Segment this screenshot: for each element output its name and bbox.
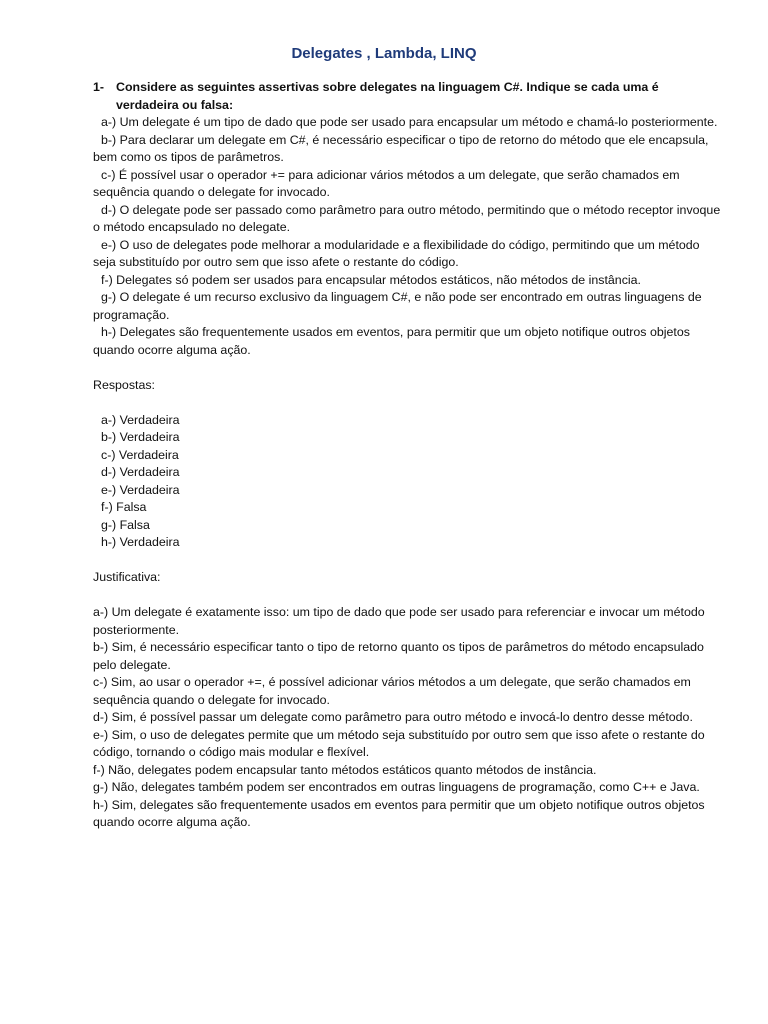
spacer: [93, 359, 723, 377]
answer-item: b-) Verdadeira: [101, 430, 180, 444]
answer-item: c-) Verdadeira: [101, 447, 179, 462]
assertion-item: b-) Para declarar um delegate em C#, é necessário especificar o tipo de retorno do método que ele encapsula, bem como os tipos de parâmetros.: [93, 132, 709, 164]
answer-item: d-) Verdadeira: [101, 465, 180, 479]
justification-item: a-) Um delegate é exatamente isso: um tipo de dado que pode ser usado para referenciar e invocar um método posteriormente.: [93, 605, 705, 637]
assertion-item: c-) É possível usar o operador += para adicionar vários métodos a um delegate, que serão chamados em sequência quando o delegate for invocado.: [93, 167, 680, 199]
answer-item: a-) Verdadeira: [101, 412, 180, 427]
answer-item: g-) Falsa: [101, 517, 150, 532]
assertion-item: e-) O uso de delegates pode melhorar a modularidade e a flexibilidade do código, permitindo que um método seja substituído por outro sem que isso afete o restante do código.: [93, 237, 700, 269]
justification-item: c-) Sim, ao usar o operador +=, é possível adicionar vários métodos a um delegate, que serão chamados em sequência quando o delegate for invocado.: [93, 675, 691, 707]
assertion-item: a-) Um delegate é um tipo de dado que pode ser usado para encapsular um método e chamá-lo posteriormente.: [101, 115, 718, 129]
justification-item: d-) Sim, é possível passar um delegate como parâmetro para outro método e invocá-lo dentro desse método.: [93, 710, 693, 724]
justification-item: e-) Sim, o uso de delegates permite que um método seja substituído por outro sem que isso afete o restante do código, tornando o código mais modular e flexível.: [93, 727, 705, 759]
justification-item: f-) Não, delegates podem encapsular tanto métodos estáticos quanto métodos de instância.: [93, 762, 597, 777]
answers-heading: Respostas:: [93, 377, 155, 392]
assertion-item: f-) Delegates só podem ser usados para encapsular métodos estáticos, não métodos de instância.: [101, 272, 641, 287]
answer-item: h-) Verdadeira: [101, 535, 180, 549]
assertion-item: h-) Delegates são frequentemente usados em eventos, para permitir que um objeto notifique outros objetos quando ocorre alguma ação.: [93, 325, 690, 357]
justification-item: b-) Sim, é necessário especificar tanto o tipo de retorno quanto os tipos de parâmetros do método encapsulado pelo delegate.: [93, 640, 704, 672]
justification-item: g-) Não, delegates também podem ser encontrados em outras linguagens de programação, como C++ e Java.: [93, 780, 700, 794]
justification-item: h-) Sim, delegates são frequentemente usados em eventos para permitir que um objeto notifique outros objetos quando ocorre alguma ação.: [93, 797, 705, 829]
document-title: Delegates , Lambda, LINQ: [291, 45, 477, 62]
assertion-item: g-) O delegate é um recurso exclusivo da linguagem C#, e não pode ser encontrado em outras linguagens de programação.: [93, 290, 702, 322]
answer-item: f-) Falsa: [101, 500, 147, 514]
spacer: [93, 552, 723, 570]
question-number: 1-: [93, 80, 105, 94]
assertion-item: d-) O delegate pode ser passado como parâmetro para outro método, permitindo que o método receptor invoque o método encapsulado no delegate.: [93, 202, 721, 234]
document-body: [93, 79, 723, 832]
spacer: [93, 587, 723, 605]
question-heading: [93, 79, 723, 114]
question-text: Considere as seguintes assertivas sobre delegates na linguagem C#. Indique se cada uma é verdadeira ou falsa:: [116, 80, 659, 112]
justification-heading: Justificativa:: [93, 570, 161, 584]
answer-item: e-) Verdadeira: [101, 482, 180, 497]
spacer: [93, 394, 723, 412]
